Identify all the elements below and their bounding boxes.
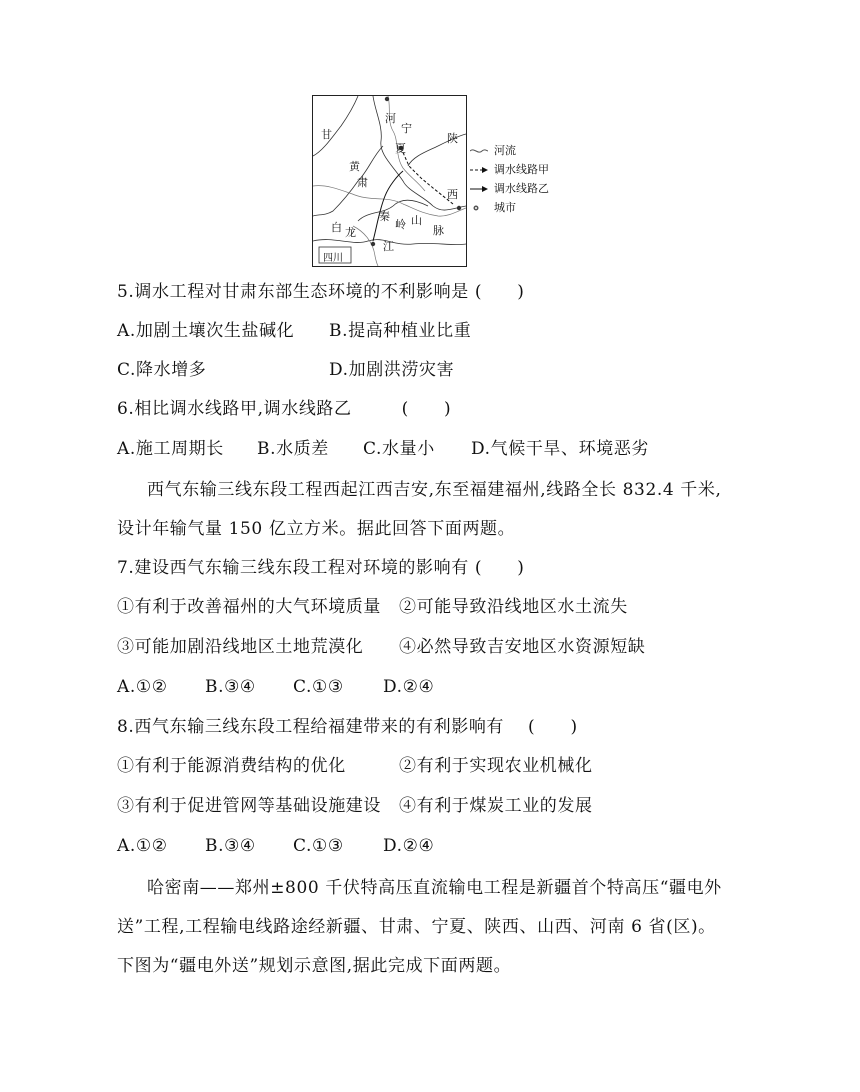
- city-icon: [470, 204, 488, 212]
- statement-2: ②可能导致沿线地区水土流失: [399, 597, 628, 617]
- question-8-statements-row2: [117, 794, 593, 818]
- option-b: B.提高种植业比重: [329, 321, 472, 341]
- question-6-options: [117, 437, 649, 461]
- place-label: 秦: [379, 210, 390, 223]
- option-d: D.加剧洪涝灾害: [329, 360, 455, 380]
- place-label: 岭: [395, 218, 406, 231]
- place-label: 陕: [447, 132, 458, 145]
- question-6-stem: 6.相比调水线路甲,调水线路乙 ( ): [117, 399, 452, 419]
- statement-4: ④有利于煤炭工业的发展: [399, 796, 593, 816]
- question-7-options: [117, 675, 434, 699]
- option-a: A.①②: [117, 836, 168, 856]
- place-label: 黄: [349, 160, 360, 173]
- option-d: D.②④: [383, 836, 435, 856]
- option-c: C.①③: [293, 836, 344, 856]
- statement-3: ③有利于促进管网等基础设施建设: [117, 796, 381, 816]
- river-icon: [470, 147, 488, 155]
- city-dot: [385, 97, 389, 101]
- option-a: A.加剧土壤次生盐碱化: [117, 321, 295, 341]
- statement-1: ①有利于改善福州的大气环境质量: [117, 597, 381, 617]
- question-8-statements-row1: [117, 754, 593, 778]
- question-5-options-row2: [117, 358, 454, 382]
- paragraph-intro-2-line-1: 哈密南——郑州±800 千伏特高压直流输电工程是新疆首个特高压“疆电外: [147, 878, 722, 898]
- paragraph-intro-2-line-3: 下图为“疆电外送”规划示意图,据此完成下面两题。: [117, 956, 512, 976]
- option-c: C.水量小: [363, 439, 435, 459]
- place-label: 山: [411, 214, 422, 227]
- place-label: 甘: [321, 128, 332, 141]
- statement-2: ②有利于实现农业机械化: [399, 756, 593, 776]
- boundary-line: [313, 146, 383, 216]
- question-8-stem: 8.西气东输三线东段工程给福建带来的有利影响有 ( ): [117, 717, 578, 737]
- place-label: 西: [447, 188, 458, 201]
- statement-1: ①有利于能源消费结构的优化: [117, 756, 346, 776]
- option-b: B.水质差: [257, 439, 329, 459]
- paragraph-intro-1-line-1: 西气东输三线东段工程西起江西吉安,东至福建福州,线路全长 832.4 千米,: [147, 480, 722, 500]
- statement-4: ④必然导致吉安地区水资源短缺: [399, 637, 646, 657]
- map-legend: 河流 调水线路甲 调水线路乙 城市: [470, 145, 560, 215]
- option-a: A.①②: [117, 677, 168, 697]
- question-5-options-row1: [117, 319, 471, 343]
- place-label: 宁: [401, 122, 412, 135]
- question-7-statements-row1: [117, 595, 628, 619]
- dashed-arrow-icon: [470, 166, 488, 174]
- place-label: 白: [331, 221, 342, 234]
- boundary-line: [313, 96, 358, 156]
- option-d: D.②④: [383, 677, 435, 697]
- option-c: C.降水增多: [117, 360, 207, 380]
- place-label: 肃: [357, 176, 368, 189]
- question-8-options: [117, 834, 434, 858]
- question-7-stem: 7.建设西气东输三线东段工程对环境的影响有 ( ): [117, 558, 525, 578]
- option-d: D.气候干旱、环境恶劣: [471, 439, 650, 459]
- question-7-statements-row2: [117, 635, 645, 659]
- route-a-line: [401, 148, 453, 204]
- statement-3: ③可能加剧沿线地区土地荒漠化: [117, 637, 364, 657]
- city-dot: [371, 242, 375, 246]
- option-b: B.③④: [205, 836, 256, 856]
- river-line: [353, 226, 378, 266]
- place-label: 四川: [323, 253, 343, 264]
- option-c: C.①③: [293, 677, 344, 697]
- map-figure: [312, 95, 467, 267]
- question-5-stem: 5.调水工程对甘肃东部生态环境的不利影响是 ( ): [117, 282, 525, 302]
- city-dot: [457, 206, 461, 210]
- paragraph-intro-1-line-2: 设计年输气量 150 亿立方米。据此回答下面两题。: [117, 519, 516, 539]
- place-label: 脉: [433, 224, 444, 237]
- option-a: A.施工周期长: [117, 439, 224, 459]
- solid-arrow-icon: [470, 185, 488, 193]
- place-label: 江: [383, 240, 394, 253]
- option-b: B.③④: [205, 677, 256, 697]
- paragraph-intro-2-line-2: 送”工程,工程输电线路途经新疆、甘肃、宁夏、陕西、山西、河南 6 省(区)。: [117, 917, 716, 937]
- place-label: 河: [385, 112, 396, 125]
- place-label: 龙: [345, 226, 356, 239]
- place-label: 夏: [395, 142, 406, 155]
